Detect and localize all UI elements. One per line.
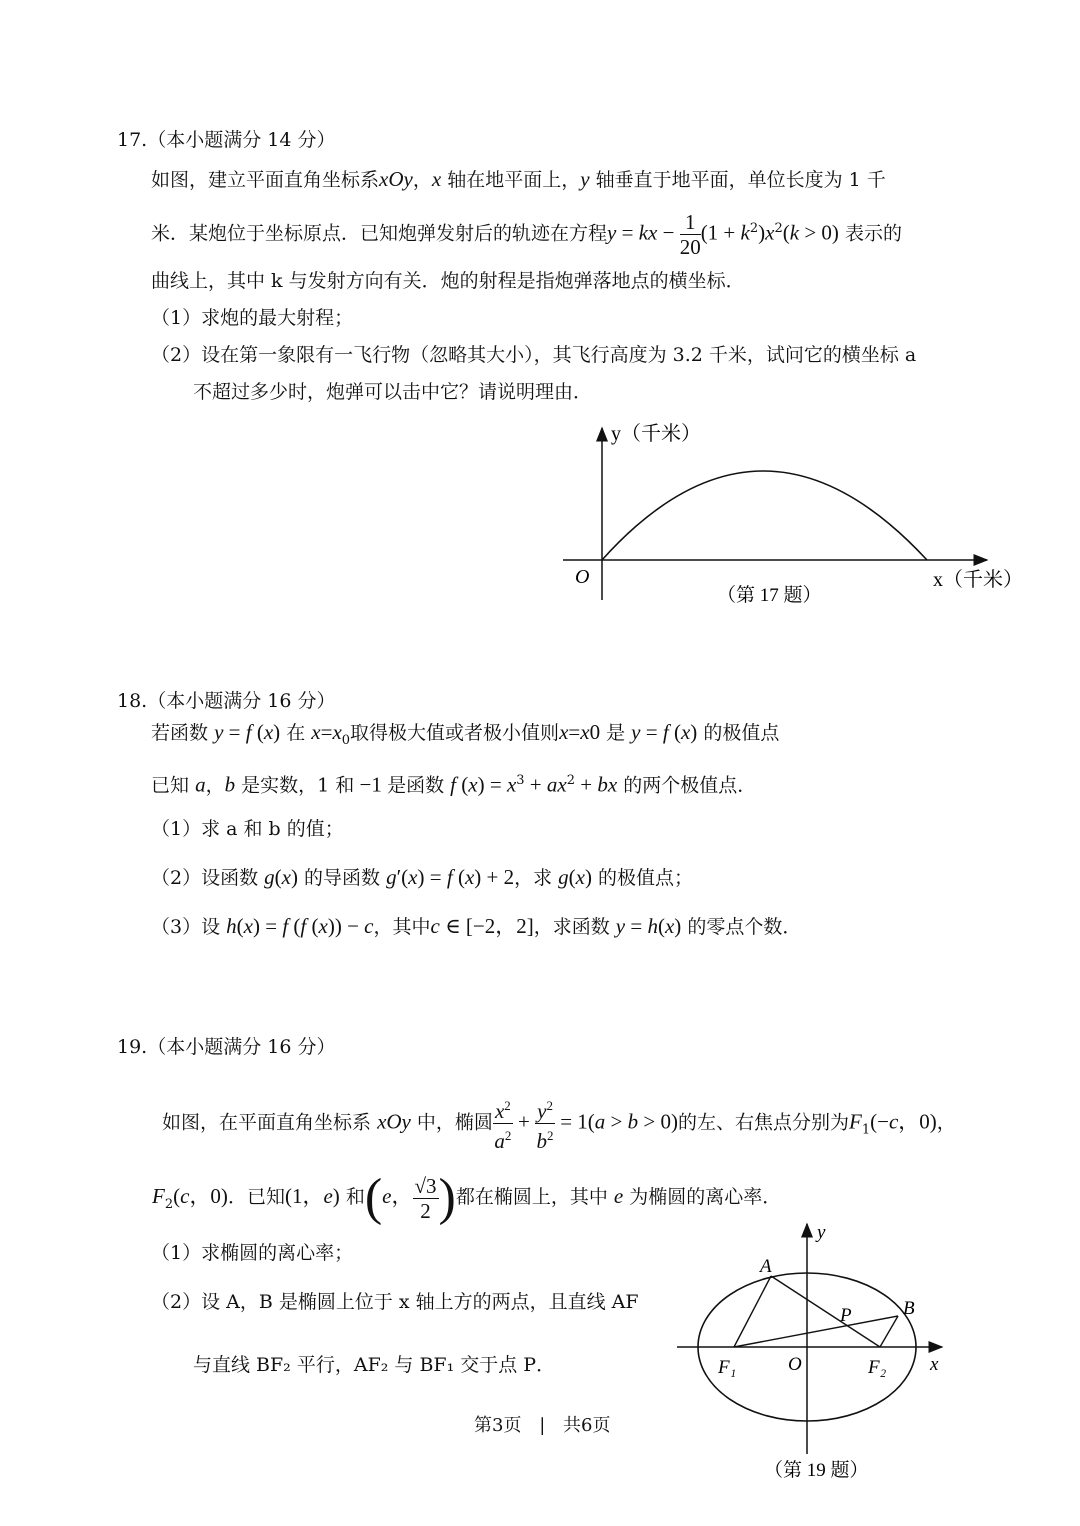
q17-part2-line1: （2）设在第一象限有一飞行物（忽略其大小），其飞行高度为 3.2 千米，试问它的横坐标 a [151,344,917,366]
point-A-label: A [760,1256,772,1277]
F1-label: F₁ [718,1357,737,1378]
q19-intro: 如图，在平面直角坐标系 xOy 中，椭圆 $\frac{x^2}{a^2}$ + $\frac{y^2}{b^2}$ = 1(a > b > 0)的左、右焦点分别为$F_1(-c$，0)， [162,1094,956,1153]
line-BF2 [880,1316,898,1347]
origin-label: O [788,1354,802,1375]
page-footer [474,1413,610,1439]
q19-part1: （1）求椭圆的离心率； [151,1242,354,1264]
q17-caption: （第 17 题） [717,585,822,606]
point-P-label: P [840,1305,852,1326]
F2-label: F₂ [868,1357,887,1378]
q17-intro-line1: 如图，建立平面直角坐标系xOy，x 轴在地平面上，y 轴垂直于地平面，单位长度为 1 千 [151,167,886,191]
trajectory-curve [602,471,927,560]
footer-separator: | [539,1415,546,1436]
q18-header: 18.（本小题满分 16 分） [117,690,336,712]
q18-definition: 若函数 y = f (x) 在 $x=x_0$取得极大值或者极小值则x=x0 是 y = f (x) 的极值点 [151,720,780,748]
line-AF1 [734,1276,771,1347]
q17-intro-line2: 米．某炮位于坐标原点．已知炮弹发射后的轨迹在方程y = kx − $\frac{1}{20}$ $(1 + k^2)x^2(k > 0)$ 表示的 [151,210,902,259]
q17-intro-line3: 曲线上，其中 k 与发射方向有关．炮的射程是指炮弹落地点的横坐标． [151,270,745,292]
page-number: 第3页 [474,1415,522,1436]
q17-header: 17.（本小题满分 14 分） [117,129,336,151]
q19-line2: $F_2(c$，0)．已知(1，e) 和(e， $\frac{√3}{2}$ )都在椭圆上，其中 e 为椭圆的离心率． [152,1169,782,1226]
page-total: 共6页 [563,1415,611,1436]
q17-fraction: $\frac{1}{20}$ [679,210,701,259]
q18-part3: （3）设 h(x) = f (f (x)) − c，其中c ∈ [−2，2]，求函数 y = h(x) 的零点个数． [151,914,802,938]
q18-given: 已知 a，b 是实数，1 和 −1 是函数 f $(x) = x^3 + ax^2$ + bx 的两个极值点． [151,772,757,797]
y-axis-label: y（千米） [611,423,701,445]
x-label: x [930,1354,939,1375]
q19-part2-line2: 与直线 BF₂ 平行，AF₂ 与 BF₁ 交于点 P． [193,1354,556,1376]
q17-part1: （1）求炮的最大射程； [151,307,354,329]
q18-part1: （1）求 a 和 b 的值； [151,818,344,840]
origin-label: O [575,566,590,588]
q19-part2-line1: （2）设 A，B 是椭圆上位于 x 轴上方的两点，且直线 AF [151,1291,639,1313]
q19-header: 19.（本小题满分 16 分） [117,1036,336,1058]
q19-caption: （第 19 题） [764,1460,869,1481]
q19-figure [672,1218,972,1486]
q17-part2-line2: 不超过多少时，炮弹可以击中它？请说明理由． [193,381,593,403]
q17-figure [555,418,1035,613]
q18-part2: （2）设函数 g(x) 的导函数 g′(x) = f (x) + 2，求 g(x) 的极值点； [151,865,694,889]
point-B-label: B [903,1298,915,1319]
x-axis-label: x（千米） [933,569,1023,591]
y-label: y [817,1222,826,1243]
